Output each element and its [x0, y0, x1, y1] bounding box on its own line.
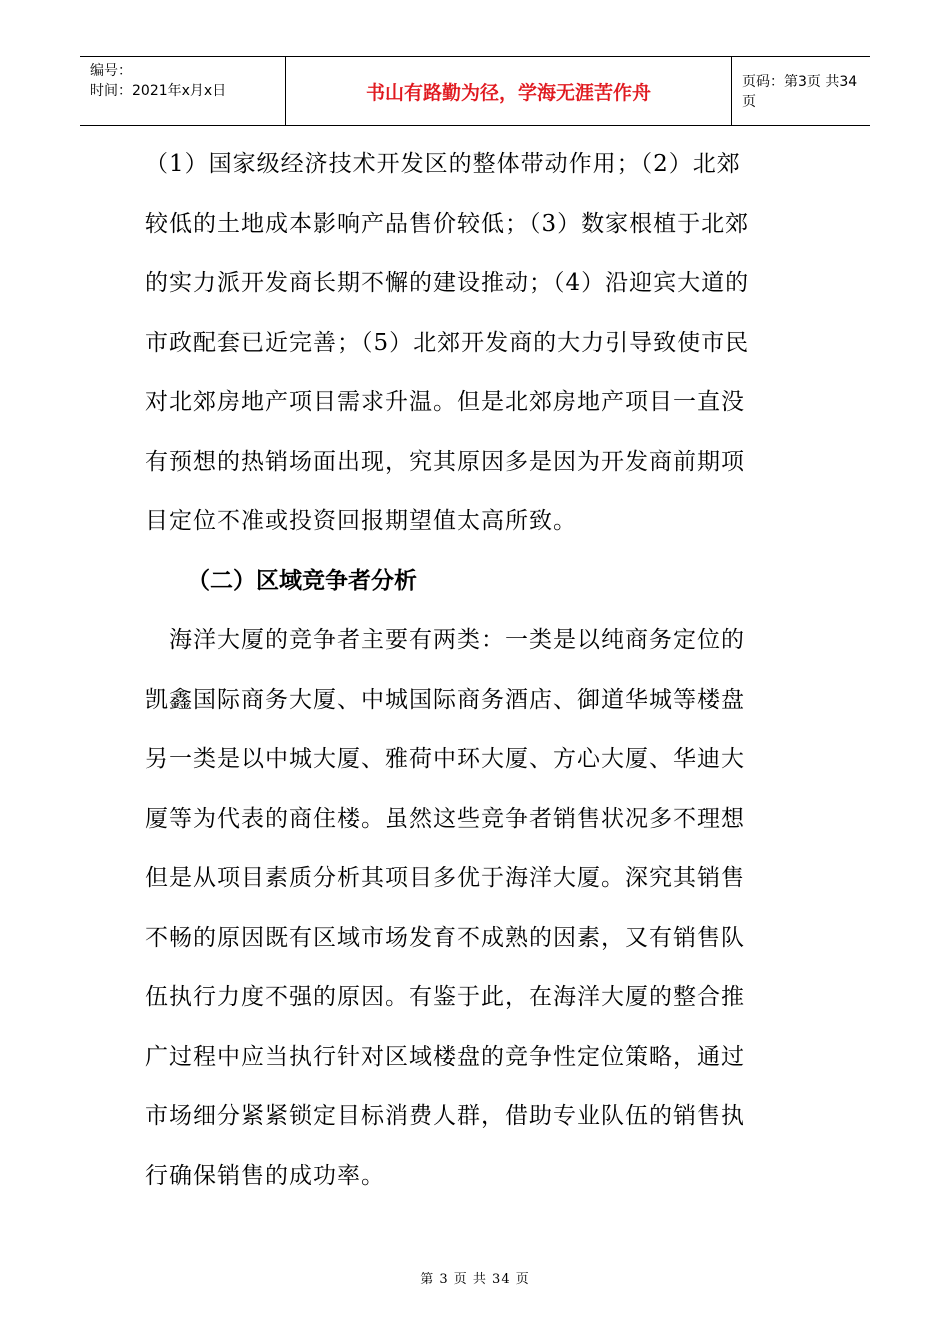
text-line: 伍执行力度不强的原因。有鉴于此，在海洋大厦的整合推	[145, 984, 745, 1010]
page-header	[80, 56, 870, 126]
text-line: 海洋大厦的竞争者主要有两类：一类是以纯商务定位的	[145, 627, 745, 653]
text-line: 较低的土地成本影响产品售价较低；（3）数家根植于北郊	[145, 210, 750, 237]
paragraph-market-factors	[145, 135, 810, 552]
text-line: 但是从项目素质分析其项目多优于海洋大厦。深究其销售	[145, 865, 745, 891]
text-line: 市场细分紧紧锁定目标消费人群，借助专业队伍的销售执	[145, 1103, 745, 1129]
text-line: 另一类是以中城大厦、雅荷中环大厦、方心大厦、华迪大	[145, 746, 745, 772]
text-line: 行确保销售的成功率。	[145, 1162, 385, 1189]
text-line: 目定位不准或投资回报期望值太高所致。	[145, 508, 577, 534]
document-number-label: 编号：	[90, 63, 132, 79]
text-line: 市政配套已近完善；（5）北郊开发商的大力引导致使市民	[145, 329, 750, 356]
text-line: （1）国家级经济技术开发区的整体带动作用；（2）北郊	[145, 151, 741, 177]
text-line: 广过程中应当执行针对区域楼盘的竞争性定位策略，通过	[145, 1043, 745, 1070]
text-line: 对北郊房地产项目需求升温。但是北郊房地产项目一直没	[145, 389, 745, 415]
text-line: 凯鑫国际商务大厦、中城国际商务酒店、御道华城等楼盘	[145, 686, 745, 713]
header-meta	[80, 57, 285, 125]
text-line: 厦等为代表的商住楼。虽然这些竞争者销售状况多不理想	[145, 805, 745, 832]
header-motto: 书山有路勤为径，学海无涯苦作舟	[285, 57, 732, 125]
text-line: 不畅的原因既有区域市场发育不成熟的因素，又有销售队	[145, 924, 745, 951]
section-heading: （二）区域竞争者分析	[187, 567, 417, 594]
text-line: 的实力派开发商长期不懈的建设推动；（4）沿迎宾大道的	[145, 270, 750, 296]
document-time-label: 时间：2021年x月x日	[90, 83, 227, 99]
text-line: 有预想的热销场面出现，究其原因多是因为开发商前期项	[145, 448, 745, 475]
document-body	[145, 135, 810, 1206]
page-footer: 第 3 页 共 34 页	[420, 1272, 530, 1287]
paragraph-competitor-analysis	[145, 611, 810, 1206]
header-page-info: 页码：第3页 共34页	[742, 74, 858, 110]
